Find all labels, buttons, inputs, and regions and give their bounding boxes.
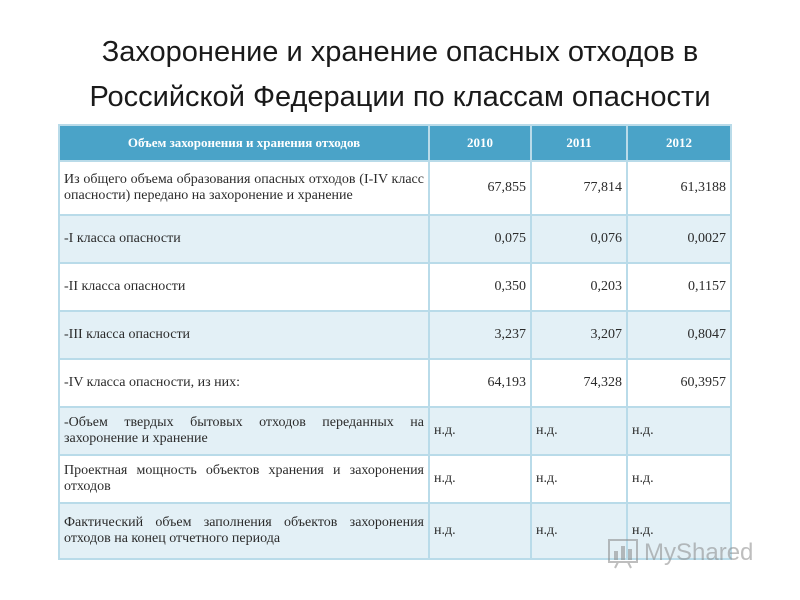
table-row xyxy=(59,455,731,503)
row-label: -II класса опасности xyxy=(59,263,429,311)
cell-value: 0,075 xyxy=(429,215,531,263)
cell-value: 61,3188 xyxy=(627,161,731,215)
row-label: Фактический объем заполнения объектов захоронения отходов на конец отчетного периода xyxy=(59,503,429,559)
cell-value: 0,8047 xyxy=(627,311,731,359)
header-year: 2012 xyxy=(627,125,731,161)
cell-value: 3,207 xyxy=(531,311,627,359)
header-year: 2010 xyxy=(429,125,531,161)
cell-value: н.д. xyxy=(429,455,531,503)
table-row xyxy=(59,311,731,359)
cell-value: 3,237 xyxy=(429,311,531,359)
cell-value: 0,350 xyxy=(429,263,531,311)
row-label: -I класса опасности xyxy=(59,215,429,263)
cell-value: н.д. xyxy=(627,455,731,503)
table-row xyxy=(59,215,731,263)
slide-title xyxy=(0,30,800,120)
hazardous-waste-table xyxy=(58,124,730,558)
table-row xyxy=(59,359,731,407)
slide-title-line-1: Захоронение и хранение опасных отходов в xyxy=(101,36,699,68)
cell-value: 74,328 xyxy=(531,359,627,407)
cell-value: 64,193 xyxy=(429,359,531,407)
row-label: -III класса опасности xyxy=(59,311,429,359)
watermark-text: MyShared xyxy=(644,539,754,566)
table-header-row xyxy=(59,125,731,161)
cell-value: н.д. xyxy=(429,407,531,455)
cell-value: 0,076 xyxy=(531,215,627,263)
table-row xyxy=(59,407,731,455)
table-row xyxy=(59,161,731,215)
header-year: 2011 xyxy=(531,125,627,161)
cell-value: н.д. xyxy=(627,503,731,559)
header-label: Объем захоронения и хранения отходов xyxy=(59,125,429,161)
row-label: Проектная мощность объектов хранения и захоронения отходов xyxy=(59,455,429,503)
row-label: Из общего объема образования опасных отходов (I-IV класс опасности) передано на захоронение и хранение xyxy=(59,161,429,215)
cell-value: н.д. xyxy=(531,503,627,559)
cell-value: 77,814 xyxy=(531,161,627,215)
row-label: -IV класса опасности, из них: xyxy=(59,359,429,407)
myshared-watermark xyxy=(606,537,753,569)
cell-value: 67,855 xyxy=(429,161,531,215)
table-row xyxy=(59,263,731,311)
cell-value: н.д. xyxy=(627,407,731,455)
bar-chart-icon xyxy=(606,537,640,569)
cell-value: 60,3957 xyxy=(627,359,731,407)
cell-value: н.д. xyxy=(531,407,627,455)
cell-value: 0,0027 xyxy=(627,215,731,263)
cell-value: 0,203 xyxy=(531,263,627,311)
cell-value: н.д. xyxy=(429,503,531,559)
row-label: -Объем твердых бытовых отходов переданных на захоронение и хранение xyxy=(59,407,429,455)
cell-value: н.д. xyxy=(531,455,627,503)
slide-title-line-2: Российской Федерации по классам опасности xyxy=(89,81,711,113)
cell-value: 0,1157 xyxy=(627,263,731,311)
